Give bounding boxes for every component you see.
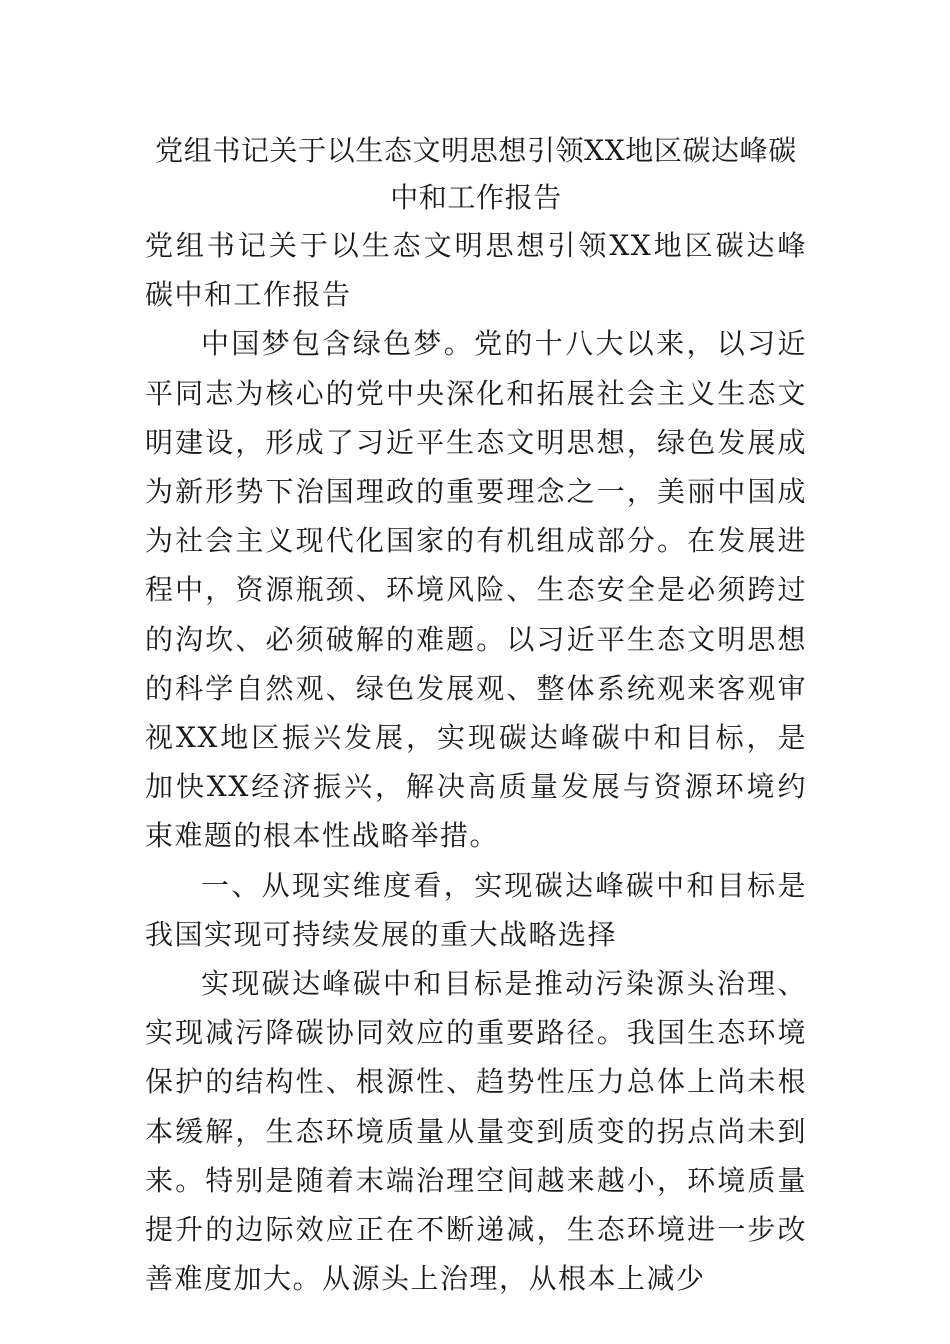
paragraph-intro: 中国梦包含绿色梦。党的十八大以来，以习近平同志为核心的党中央深化和拓展社会主义生态文明建设，形成了习近平生态文明思想，绿色发展成为新形势下治国理政的重要理念之一，美丽中国成为社会主义现代化国家的有机组成部分。在发展进程中，资源瓶颈、环境风险、生态安全是必须跨过的沟坎、必须破解的难题。以习近平生态文明思想的科学自然观、绿色发展观、整体系统观来客观审视XX地区振兴发展，实现碳达峰碳中和目标，是加快XX经济振兴，解决高质量发展与资源环境约束难题的根本性战略举措。 — [145, 327, 807, 853]
document-subtitle: 党组书记关于以生态文明思想引领XX地区碳达峰碳中和工作报告 — [145, 229, 807, 312]
document-title: 党组书记关于以生态文明思想引领XX地区碳达峰碳中和工作报告 — [155, 134, 797, 214]
section-heading-1: 一、从现实维度看，实现碳达峰碳中和目标是我国实现可持续发展的重大战略选择 — [145, 868, 807, 951]
paragraph-section-1: 实现碳达峰碳中和目标是推动污染源头治理、实现减污降碳协同效应的重要路径。我国生态环境保护的结构性、根源性、趋势性压力总体上尚未根本缓解，生态环境质量从量变到质变的拐点尚未到来。特别是随着末端治理空间越来越小，环境质量提升的边际效应正在不断递减，生态环境进一步改善难度加大。从源头上治理，从根本上减少 — [145, 967, 807, 1296]
document-page — [145, 127, 807, 1327]
